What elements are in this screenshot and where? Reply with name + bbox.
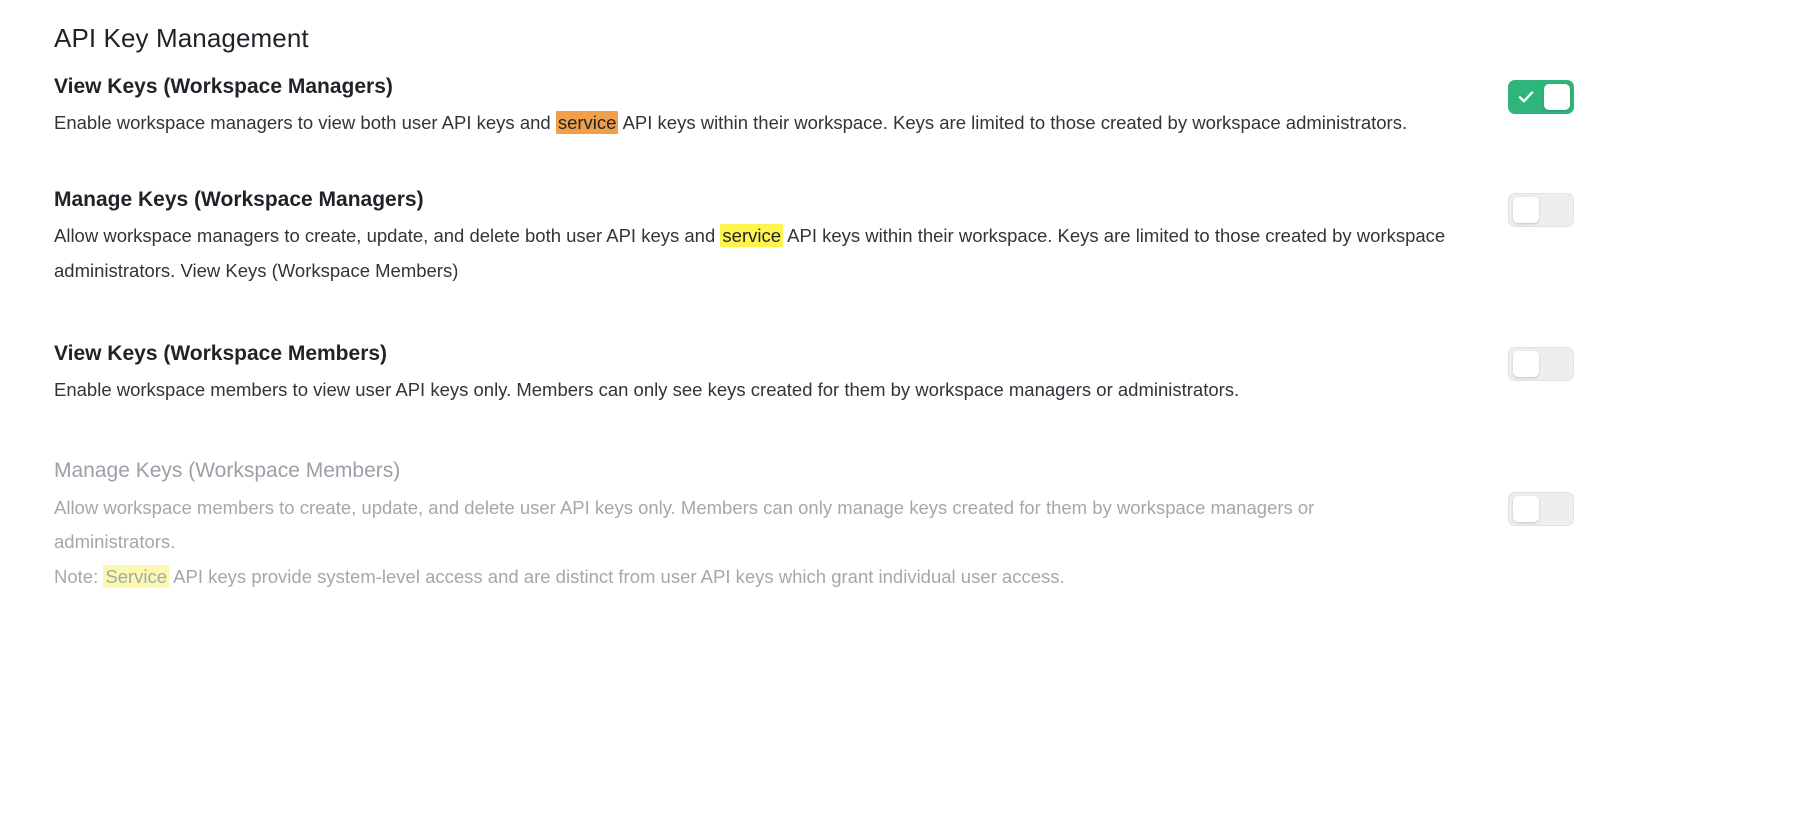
toggle-cell: [1494, 72, 1574, 114]
setting-title: View Keys (Workspace Managers): [54, 74, 393, 98]
toggle-cell: [1494, 339, 1574, 381]
view-keys-workspace-members-toggle[interactable]: [1508, 347, 1574, 381]
highlight-service: service: [557, 112, 617, 134]
toggle-knob: [1513, 351, 1539, 377]
setting-title: Manage Keys (Workspace Members): [54, 459, 401, 483]
toggle-knob: [1513, 197, 1539, 223]
setting-description: Enable workspace members to view user API keys only. Members can only see keys created for them by workspace managers or administrators.: [54, 379, 1240, 401]
setting-description: Allow workspace members to create, update, and delete user API keys only. Members can only manage keys created for them by workspace managers or administrators.: [54, 496, 1315, 553]
desc-part-1: Allow workspace managers to create, update, and delete both user API keys and: [54, 225, 721, 247]
setting-text-block: [54, 456, 1474, 595]
settings-list: [54, 72, 1574, 595]
toggle-knob: [1544, 84, 1570, 110]
page-title: API Key Management: [54, 23, 309, 53]
check-icon: [1518, 89, 1534, 105]
note-suffix: API keys provide system-level access and are distinct from user API keys which grant individual user access.: [169, 566, 1065, 588]
manage-keys-workspace-members-toggle[interactable]: [1508, 492, 1574, 526]
highlight-service: Service: [105, 566, 168, 588]
setting-row: [54, 185, 1574, 289]
setting-row: [54, 456, 1574, 595]
setting-row: [54, 72, 1574, 141]
service-keys-note: [54, 560, 1474, 595]
manage-keys-workspace-managers-toggle[interactable]: [1508, 193, 1574, 227]
view-keys-workspace-managers-toggle[interactable]: [1508, 80, 1574, 114]
toggle-cell: [1494, 185, 1574, 227]
desc-part-1: Enable workspace managers to view both user API keys and: [54, 112, 556, 134]
setting-row: [54, 339, 1574, 408]
setting-text-block: [54, 339, 1474, 408]
toggle-cell: [1494, 456, 1574, 526]
toggle-knob: [1513, 496, 1539, 522]
setting-title: View Keys (Workspace Members): [54, 341, 388, 365]
setting-title: Manage Keys (Workspace Managers): [54, 188, 424, 211]
highlight-service: service: [722, 225, 782, 247]
desc-part-2: API keys within their workspace. Keys are limited to those created by workspace administrators. View Keys (Workspace Members): [54, 225, 1446, 282]
setting-text-block: [54, 185, 1474, 289]
setting-description: [54, 219, 1474, 289]
desc-part-2: API keys within their workspace. Keys are limited to those created by workspace administrators.: [618, 112, 1408, 134]
note-prefix: Note:: [54, 566, 104, 588]
setting-description: [54, 106, 1429, 141]
setting-text-block: [54, 72, 1474, 141]
